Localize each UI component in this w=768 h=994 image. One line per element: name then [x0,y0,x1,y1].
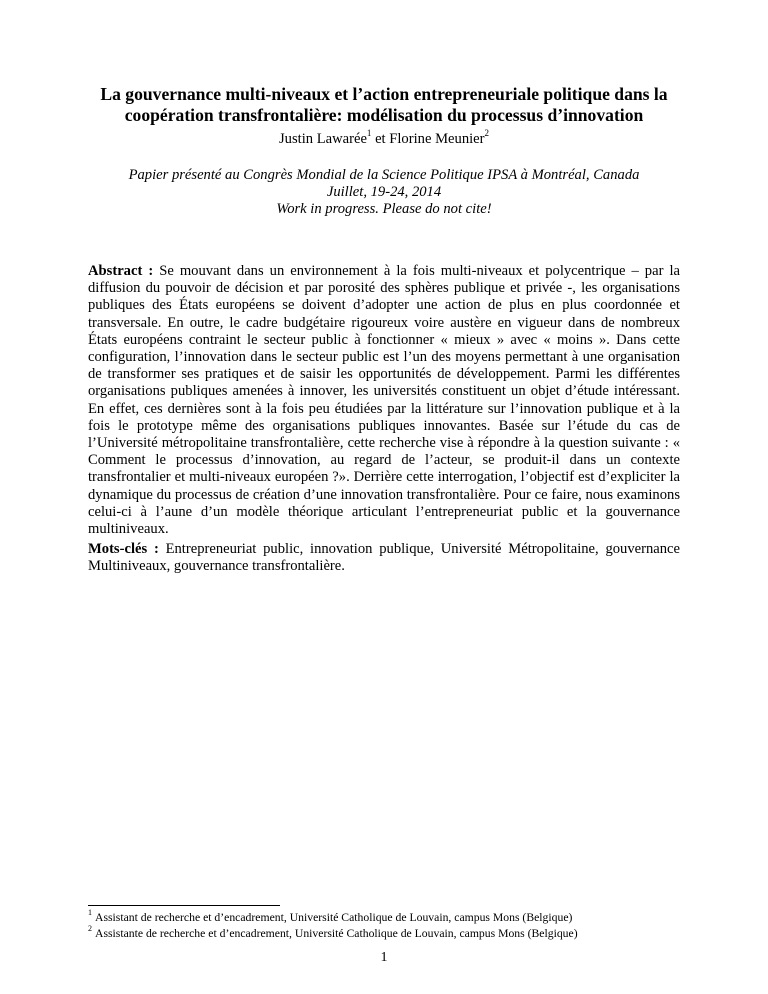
title-line-2: coopération transfrontalière: modélisation du processus d’innovation [124,105,644,125]
author-2-footnote-mark: 2 [484,128,490,139]
venue-line-2: Juillet, 19-24, 2014 [326,184,442,200]
footnote-2-text: Assistante de recherche et d’encadrement, Université Catholique de Louvain, campus Mons (Belgique) [95,927,578,940]
author-line [60,130,708,148]
venue-note [60,167,708,218]
keywords-text: Entrepreneuriat public, innovation publique, Université Métropolitaine, gouvernance Multiniveaux, gouvernance transfrontalière. [88,541,681,575]
title-line-1: La gouvernance multi-niveaux et l’action entrepreneuriale politique dans la [100,84,668,104]
author-separator: et [371,131,390,147]
venue-line-1: Papier présenté au Congrès Mondial de la Science Politique IPSA à Montréal, Canada [128,167,640,183]
author-1-footnote-mark: 1 [366,128,372,139]
keywords-label: Mots-clés : [88,541,159,557]
abstract-label: Abstract : [88,263,154,279]
page-number: 1 [380,950,388,965]
keywords-paragraph [88,541,680,575]
footnote-separator [88,905,280,906]
footnotes [88,910,688,942]
author-1: Justin Lawarée [278,131,367,147]
venue-line-3: Work in progress. Please do not cite! [276,201,492,217]
footnote-1 [88,910,688,926]
footnote-1-mark: 1 [88,908,92,918]
author-2: Florine Meunier [389,131,485,147]
footnote-2-mark: 2 [88,924,92,934]
footnote-2 [88,926,688,942]
paper-title [60,84,708,126]
abstract-text: Se mouvant dans un environnement à la fois multi-niveaux et polycentrique – par la diffusion du pouvoir de décision et par porosité des sphères publique et privée -, les organisations publiques des États européens se doivent d’adopter une action de plus en plus coordonnée et transversale. En outre, le cadre budgétaire rigoureux voire austère en vigueur dans de nombreux États européens contraint le secteur public à fonctionner « mieux » avec « moins ». Dans cette configuration, l’innovation dans le secteur public est l’un des moyens permettant à une organisation de transformer ses pratiques et de saisir les opportunités de développement. Parmi les différentes organisations publiques amenées à innover, les universités constituent un objet d’étude intéressant. En effet, ces dernières sont à la fois peu étudiées par la littérature sur l’innovation publique et à la fois le prototype même des organisations publiques innovantes. Basée sur l’étude du cas de l’Université métropolitaine transfrontalière, cette recherche vise à répondre à la question suivante : « Comment le processus d’innovation, au regard de l’acteur, se produit-il dans un contexte transfrontalier et multi-niveaux européen ?». Derrière cette interrogation, l’objectif est d’expliciter la dynamique du processus de création d’une innovation transfrontalière. Pour ce faire, nous examinons celui-ci à l’aune d’un modèle théorique articulant l’entrepreneuriat public et la gouvernance multiniveaux. [88,263,680,538]
abstract-paragraph [88,263,680,538]
footnote-1-text: Assistant de recherche et d’encadrement, Université Catholique de Louvain, campus Mons (Belgique) [95,911,573,924]
